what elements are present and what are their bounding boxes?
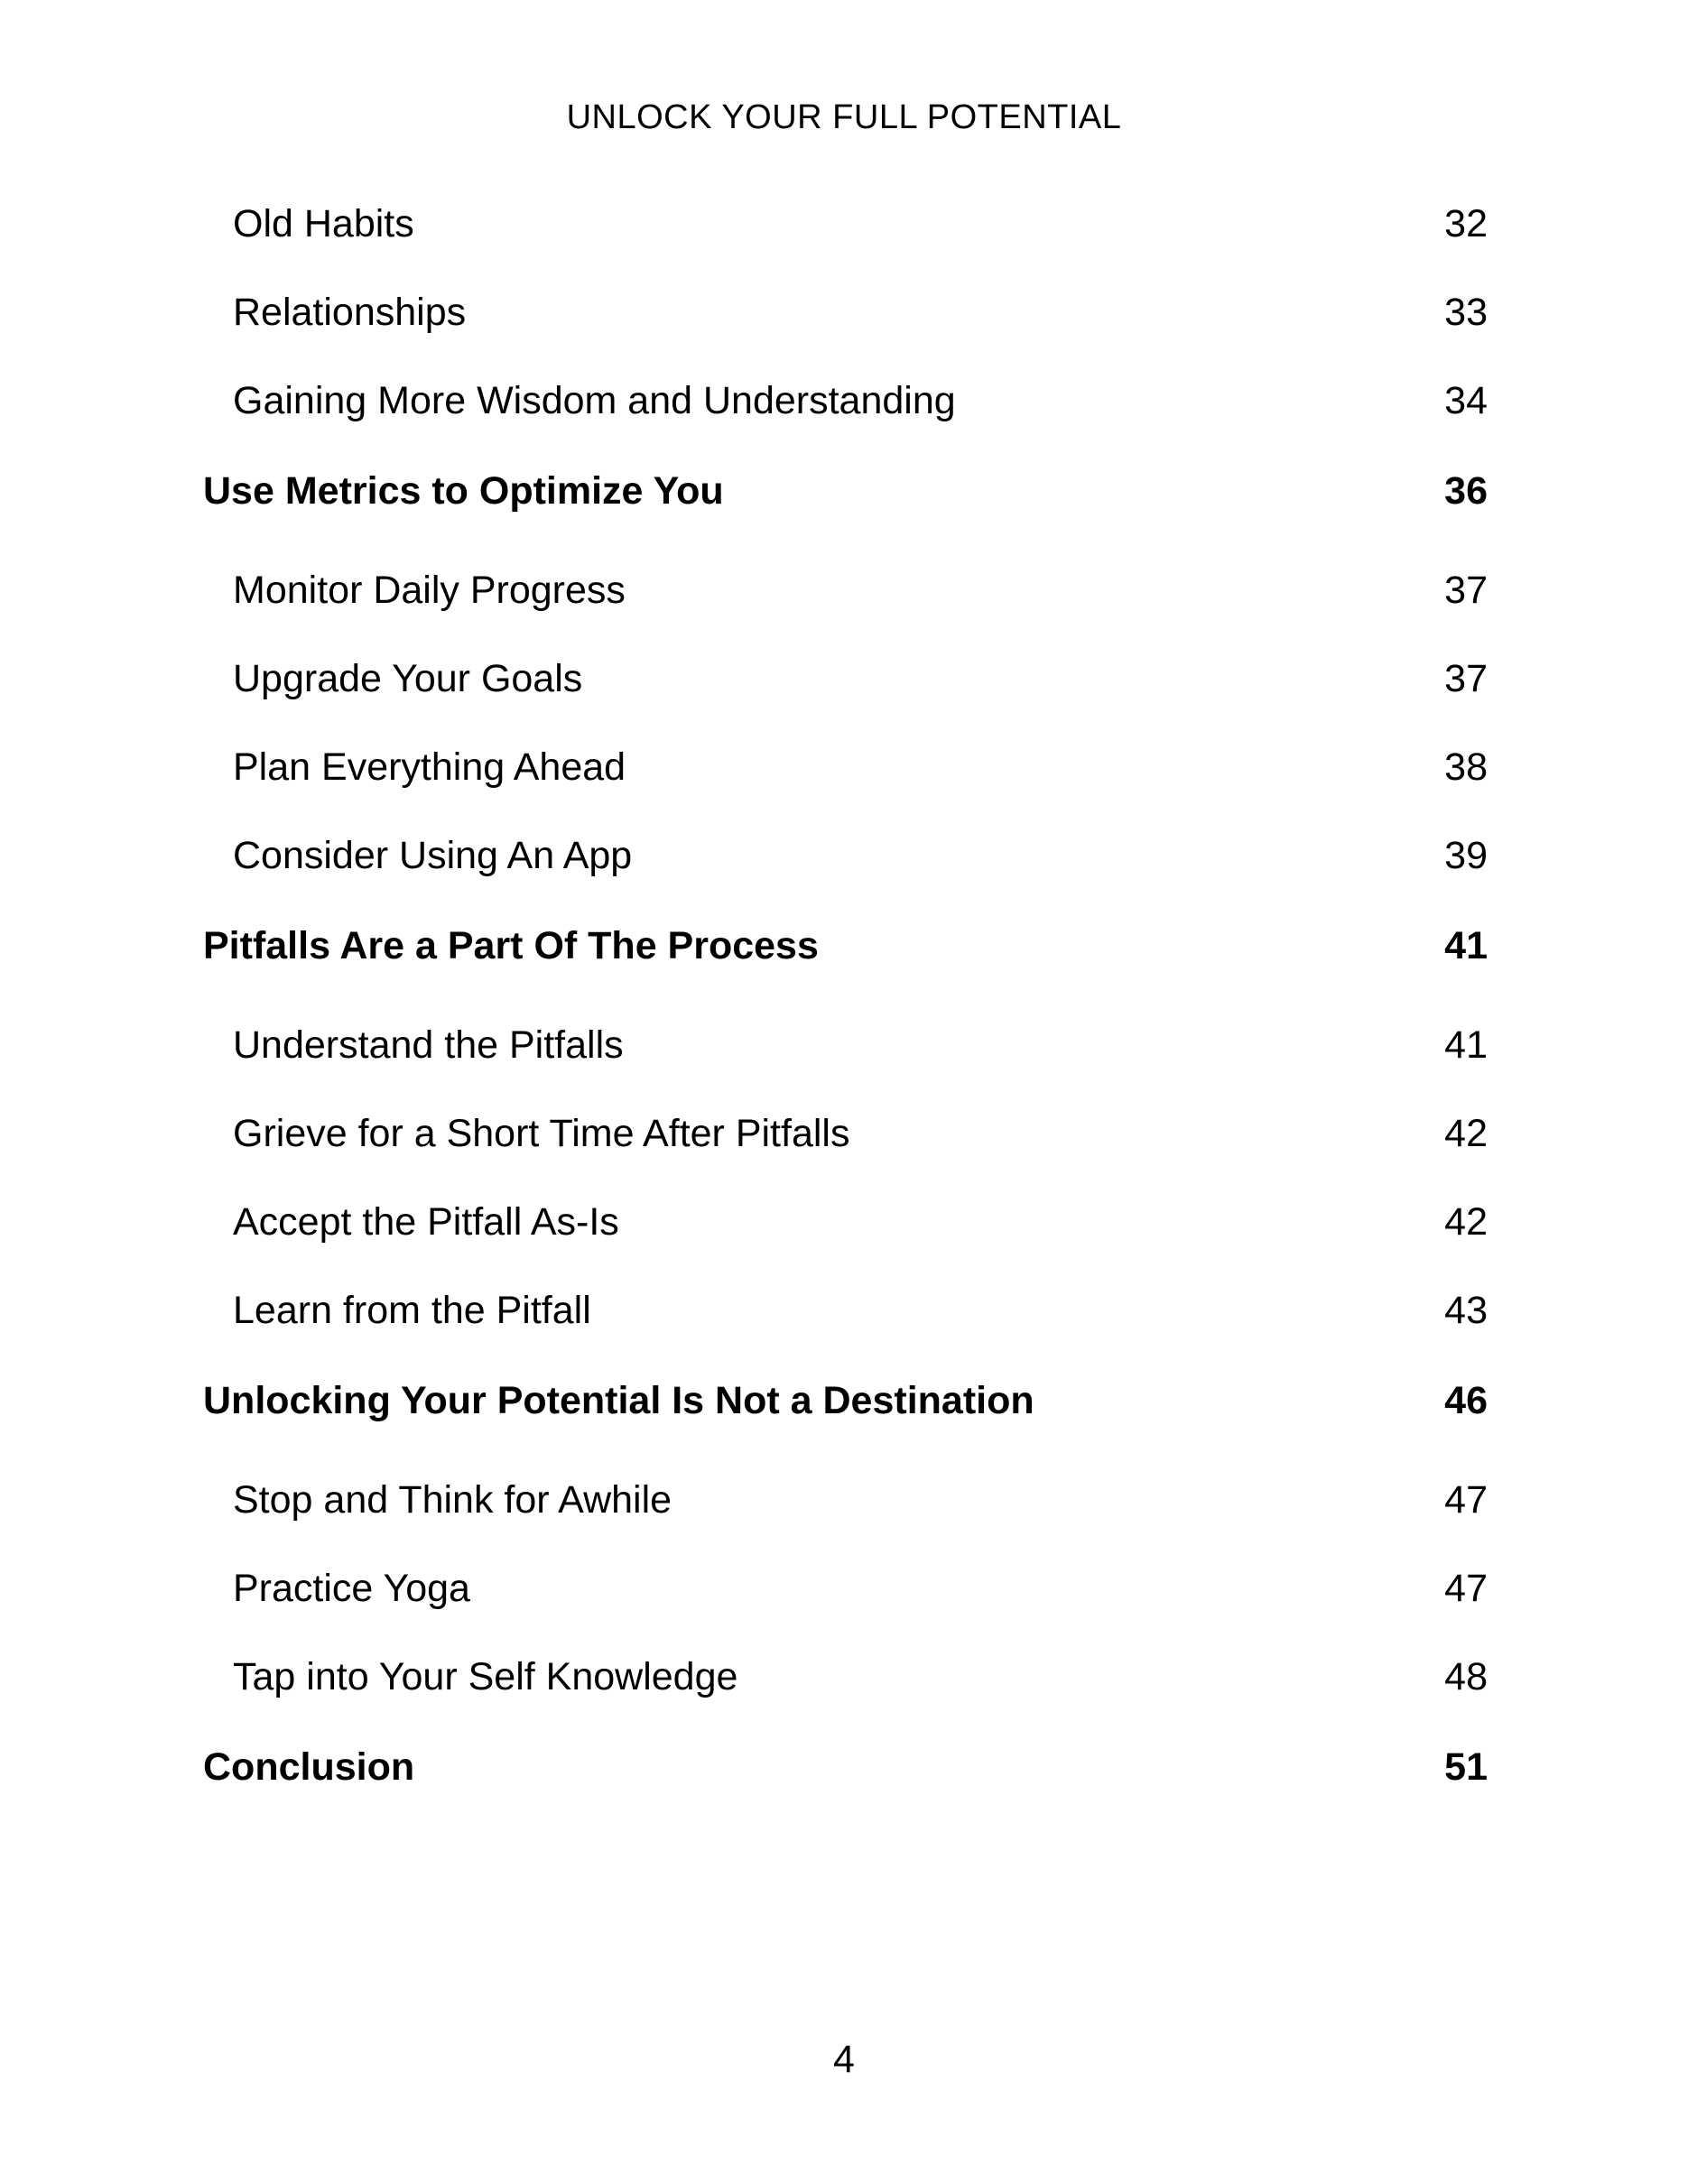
- toc-entry-label: Pitfalls Are a Part Of The Process: [203, 924, 819, 967]
- toc-entry-page-number: 43: [1444, 1289, 1488, 1332]
- toc-entry-label: Gaining More Wisdom and Understanding: [233, 379, 956, 422]
- toc-entry[interactable]: [203, 1565, 1488, 1612]
- toc-entry-page-number: 48: [1444, 1655, 1488, 1698]
- toc-entry[interactable]: [203, 655, 1488, 702]
- toc-entry[interactable]: [203, 567, 1488, 614]
- toc-entry-label: Monitor Daily Progress: [233, 569, 626, 612]
- toc-entry-label: Upgrade Your Goals: [233, 657, 583, 700]
- toc-entry-label: Practice Yoga: [233, 1567, 470, 1610]
- toc-entry[interactable]: [203, 200, 1488, 247]
- toc-entry-page-number: 38: [1444, 745, 1488, 789]
- toc-entry[interactable]: [203, 832, 1488, 879]
- toc-entry[interactable]: [203, 1476, 1488, 1523]
- toc-entry[interactable]: [203, 1198, 1488, 1245]
- toc-entry-label: Understand the Pitfalls: [233, 1023, 624, 1067]
- toc-entry[interactable]: [203, 1110, 1488, 1157]
- toc-entry-page-number: 36: [1444, 469, 1488, 513]
- toc-entry-page-number: 41: [1444, 1023, 1488, 1067]
- toc-entry-label: Old Habits: [233, 202, 414, 245]
- toc-entry[interactable]: [203, 467, 1488, 514]
- toc-entry-page-number: 34: [1444, 379, 1488, 422]
- toc-entry-page-number: 37: [1444, 569, 1488, 612]
- toc-entry-label: Stop and Think for Awhile: [233, 1478, 672, 1522]
- toc-entry[interactable]: [203, 1022, 1488, 1069]
- toc-entry-page-number: 47: [1444, 1478, 1488, 1522]
- toc-entry-label: Accept the Pitfall As-Is: [233, 1200, 619, 1244]
- toc-entry-label: Conclusion: [203, 1745, 415, 1789]
- toc-entry-label: Learn from the Pitfall: [233, 1289, 591, 1332]
- toc-entry-label: Unlocking Your Potential Is Not a Destination: [203, 1379, 1034, 1422]
- toc-entry[interactable]: [203, 1377, 1488, 1424]
- toc-entry[interactable]: [203, 1744, 1488, 1791]
- toc-entry-label: Use Metrics to Optimize You: [203, 469, 724, 513]
- toc-entry-page-number: 51: [1444, 1745, 1488, 1789]
- toc-entry-page-number: 46: [1444, 1379, 1488, 1422]
- toc-entry-label: Tap into Your Self Knowledge: [233, 1655, 738, 1698]
- toc-entry-page-number: 41: [1444, 924, 1488, 967]
- toc-entry[interactable]: [203, 1287, 1488, 1334]
- toc-entry-page-number: 42: [1444, 1112, 1488, 1155]
- toc-entry-label: Grieve for a Short Time After Pitfalls: [233, 1112, 850, 1155]
- toc-entry-label: Relationships: [233, 291, 467, 334]
- toc-entry-page-number: 32: [1444, 202, 1488, 245]
- toc-entry-page-number: 33: [1444, 291, 1488, 334]
- toc-entry[interactable]: [203, 377, 1488, 424]
- toc-entry-page-number: 42: [1444, 1200, 1488, 1244]
- toc-entry[interactable]: [203, 744, 1488, 791]
- toc-entry-page-number: 47: [1444, 1567, 1488, 1610]
- table-of-contents: [203, 200, 1488, 1791]
- toc-entry[interactable]: [203, 1653, 1488, 1700]
- toc-entry-label: Plan Everything Ahead: [233, 745, 626, 789]
- running-header: UNLOCK YOUR FULL POTENTIAL: [566, 98, 1122, 136]
- toc-entry-page-number: 39: [1444, 834, 1488, 877]
- page-number: 4: [833, 2038, 855, 2081]
- toc-entry-label: Consider Using An App: [233, 834, 633, 877]
- toc-entry[interactable]: [203, 289, 1488, 336]
- toc-entry-page-number: 37: [1444, 657, 1488, 700]
- toc-entry[interactable]: [203, 922, 1488, 969]
